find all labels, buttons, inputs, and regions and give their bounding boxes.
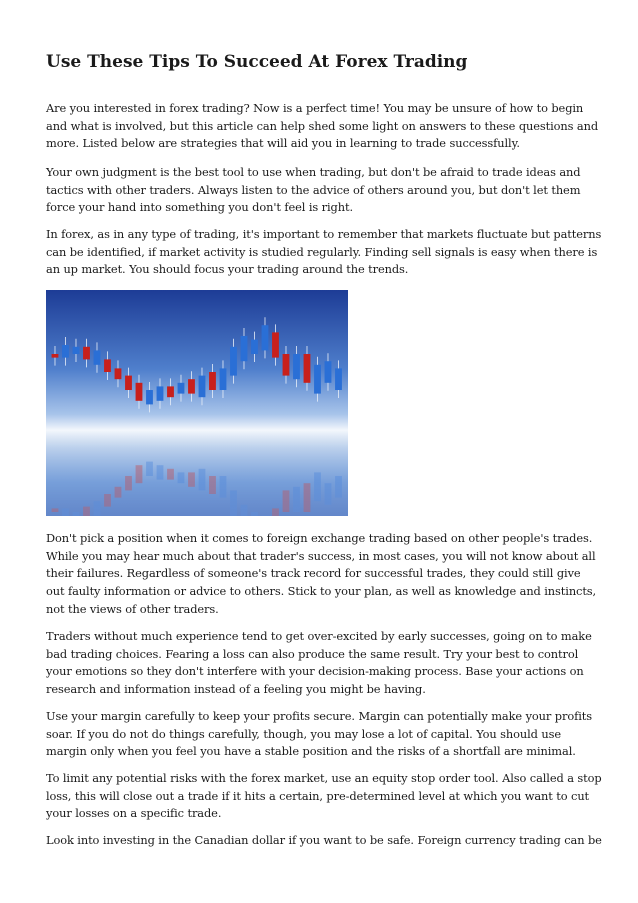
- candle-body: [136, 383, 143, 401]
- candle-body: [314, 365, 321, 394]
- candle-body: [146, 390, 153, 404]
- paragraph-judgment: Your own judgment is the best tool to use when trading, but don't be afraid to trade ideas and tactics with other traders. Always listen to the advice of others around you, but don't let them force your hand into something you don't feel is right.: [46, 165, 581, 215]
- candle-body: [167, 386, 174, 397]
- candle-body: [325, 361, 332, 383]
- paragraph-stop-loss: To limit any potential risks with the forex market, use an equity stop order tool. Also called a stop loss, this will close out a trade if it hits a certain, pre-determined level at which you want to cut your losses on a specific trade.: [46, 771, 602, 821]
- candle-body: [230, 347, 237, 376]
- paragraph-margin: Use your margin carefully to keep your profits secure. Margin can potentially make your profits soar. If you do not do things carefully, though, you may lose a lot of capital. You should use margin only when you feel you have a stable position and the risks of a shortfall are minimal.: [46, 709, 592, 759]
- candle-body: [220, 368, 227, 390]
- candle-body: [272, 332, 279, 357]
- paragraph-positions: Don't pick a position when it comes to foreign exchange trading based on other people's trades. While you may hear much about that trader's success, in most cases, you will not know about all their failures. Regardless of someone's track record for successful trades, they could still give out faulty information or advice to others. Stick to your plan, as well as knowledge and instincts, not the views of other traders.: [46, 531, 597, 616]
- candle-body: [262, 325, 269, 350]
- candle-body: [304, 354, 311, 383]
- candle-body: [188, 379, 195, 393]
- candle-body: [104, 359, 111, 372]
- candle-body: [293, 354, 300, 379]
- candle-body: [157, 386, 164, 400]
- paragraph-patterns: In forex, as in any type of trading, it's important to remember that markets fluctuate but patterns can be identified, if market activity is studied regularly. Finding sell signals is easy when there is an up market. You should focus your trading around the trends.: [46, 227, 602, 277]
- paragraph-canadian-dollar: Look into investing in the Canadian dollar if you want to be safe. Foreign currency trading can be: [46, 833, 602, 847]
- candle-body: [73, 347, 80, 354]
- candle-body: [178, 383, 185, 394]
- candle-body: [115, 368, 122, 379]
- paragraph-emotions: Traders without much experience tend to get over-excited by early successes, going on to make bad trading choices. Fearing a loss can also produce the same result. Try your best to control your emotions so they don't interfere with your decision-making process. Base your actions on research and information instead of a feeling you might be having.: [46, 629, 592, 697]
- candle-body: [94, 350, 101, 364]
- candle-body: [62, 345, 69, 358]
- candle-body: [209, 372, 216, 390]
- candle-body: [241, 336, 248, 361]
- candle-body: [125, 376, 132, 390]
- candle-body: [199, 376, 206, 398]
- forex-candlestick-illustration: [46, 290, 348, 516]
- candle-body: [335, 368, 342, 390]
- article-title: Use These Tips To Succeed At Forex Trading: [46, 52, 468, 72]
- candle-body: [52, 354, 59, 358]
- candle-body: [283, 354, 290, 376]
- candle-body: [83, 347, 90, 360]
- candle-body: [251, 340, 258, 354]
- water-sheen: [46, 430, 348, 516]
- paragraph-intro: Are you interested in forex trading? Now is a perfect time! You may be unsure of how to begin and what is involved, but this article can help shed some light on answers to these questions and more. Listed below are strategies that will aid you in learning to trade successfully.: [46, 101, 599, 151]
